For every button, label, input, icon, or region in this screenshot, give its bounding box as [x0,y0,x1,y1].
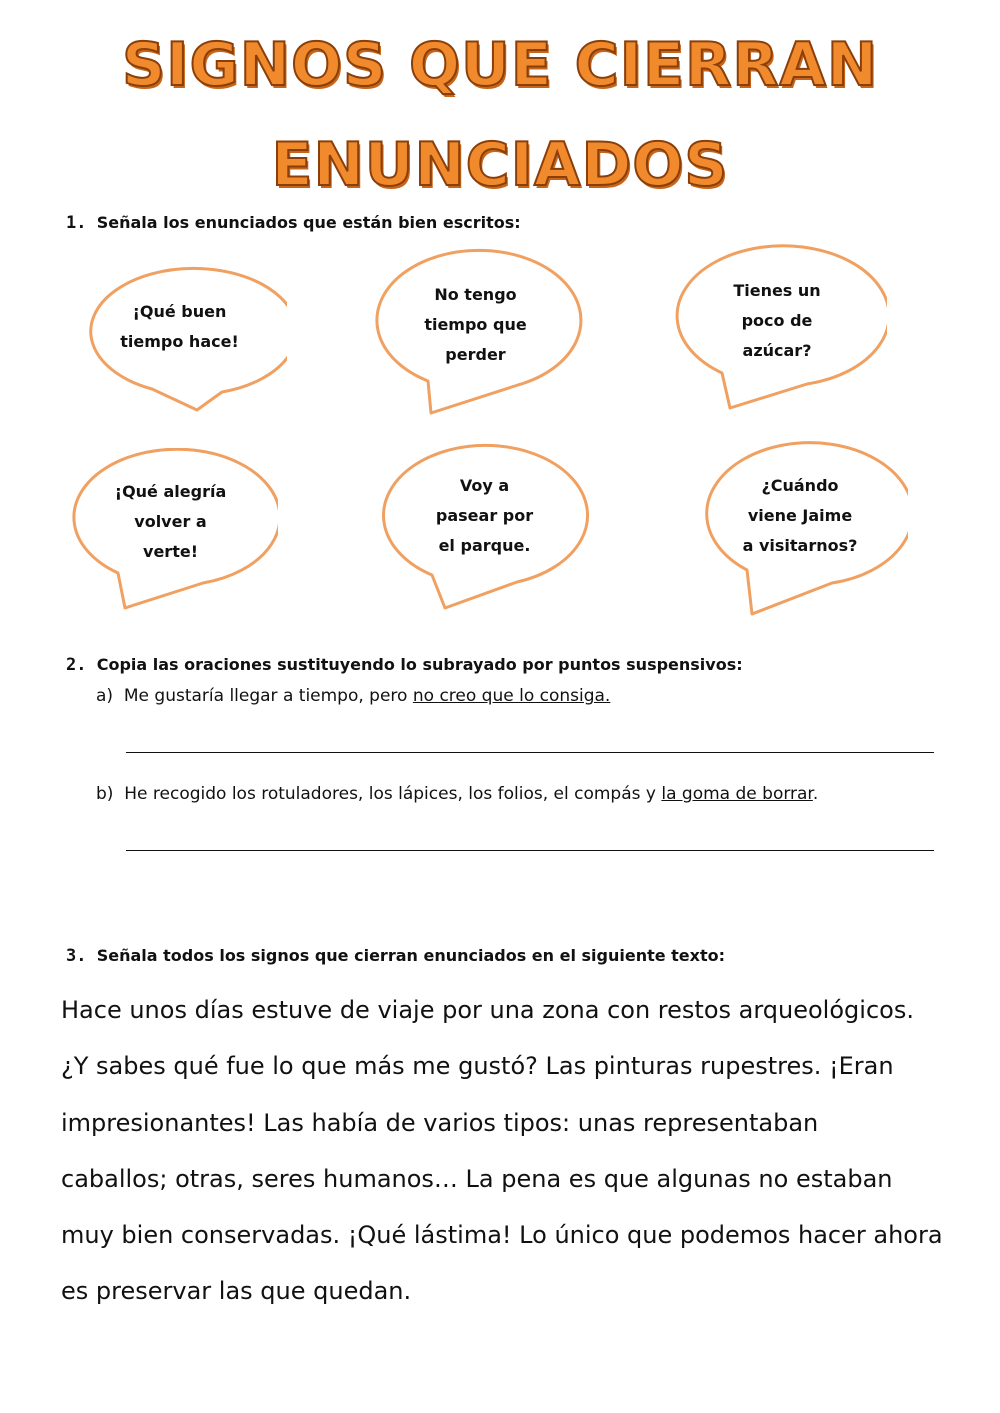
bubble-line: volver a [134,512,207,531]
item-a-underlined: no creo que lo consiga. [412,686,611,706]
bubble-line: tiempo hace! [120,332,239,351]
question-2-number: 2. [66,655,87,675]
item-b [96,784,818,804]
title-line-1: SIGNOS QUE CIERRAN [121,30,879,100]
paragraph-line: Hace unos días estuve de viaje por una zona con restos arqueológicos. [61,996,914,1024]
speech-bubble-6[interactable] [692,440,908,618]
question-1-number: 1. [66,213,87,233]
bubble-line: No tengo [434,285,517,304]
paragraph-line: ¿Y sabes qué fue lo que más me gustó? Las pinturas rupestres. ¡Eran [61,1052,894,1081]
question-3 [66,946,725,966]
bubble-line: a visitarnos? [742,536,858,555]
speech-bubble-3[interactable] [667,243,887,413]
question-3-number: 3. [66,946,87,966]
bubble-line: Tienes un [733,280,821,300]
paragraph-line: impresionantes! Las había de varios tipos: unas representaban [61,1108,819,1137]
speech-bubble-5[interactable] [377,440,592,612]
bubble-line: Voy a [459,476,510,495]
answer-line-a[interactable] [126,752,934,753]
question-2-text: Copia las oraciones sustituyendo lo subrayado por puntos suspensivos: [96,655,743,674]
answer-line-b[interactable] [126,850,934,851]
item-b-label: b) [96,784,114,804]
title-line-2: ENUNCIADOS [271,130,729,200]
speech-bubble-1[interactable] [72,262,287,417]
bubble-line: poco de [741,310,813,330]
bubble-line: ¡Qué buen [132,302,227,321]
item-b-after: . [812,784,819,804]
item-a-label: a) [96,686,114,706]
reading-paragraph [61,982,961,1320]
question-3-text: Señala todos los signos que cierran enunciados en el siguiente texto: [96,946,726,965]
bubble-line: perder [445,345,506,364]
bubble-line: el parque. [438,536,531,555]
bubble-line: tiempo que [424,315,527,334]
bubble-line: verte! [143,542,198,561]
bubble-line: azúcar? [742,340,812,360]
paragraph-line: es preservar las que quedan. [61,1277,412,1306]
item-b-underlined: la goma de borrar [661,784,813,804]
item-b-text: He recogido los rotuladores, los lápices, los folios, el compás y [124,784,662,804]
question-1 [66,213,521,233]
speech-bubble-4[interactable] [63,448,278,613]
bubble-line: ¡Qué alegría [114,482,227,501]
paragraph-line: muy bien conservadas. ¡Qué lástima! Lo único que podemos hacer ahora [61,1221,943,1250]
bubble-line: viene Jaime [747,506,853,525]
item-a [96,686,610,706]
speech-bubble-2[interactable] [368,245,583,417]
bubble-line: ¿Cuándo [761,476,839,495]
bubble-line: pasear por [435,506,534,525]
paragraph-line: caballos; otras, seres humanos… La pena es que algunas no estaban [61,1164,893,1193]
question-1-text: Señala los enunciados que están bien escritos: [96,213,521,232]
item-a-text: Me gustaría llegar a tiempo, pero [123,686,413,706]
question-2 [66,655,743,675]
